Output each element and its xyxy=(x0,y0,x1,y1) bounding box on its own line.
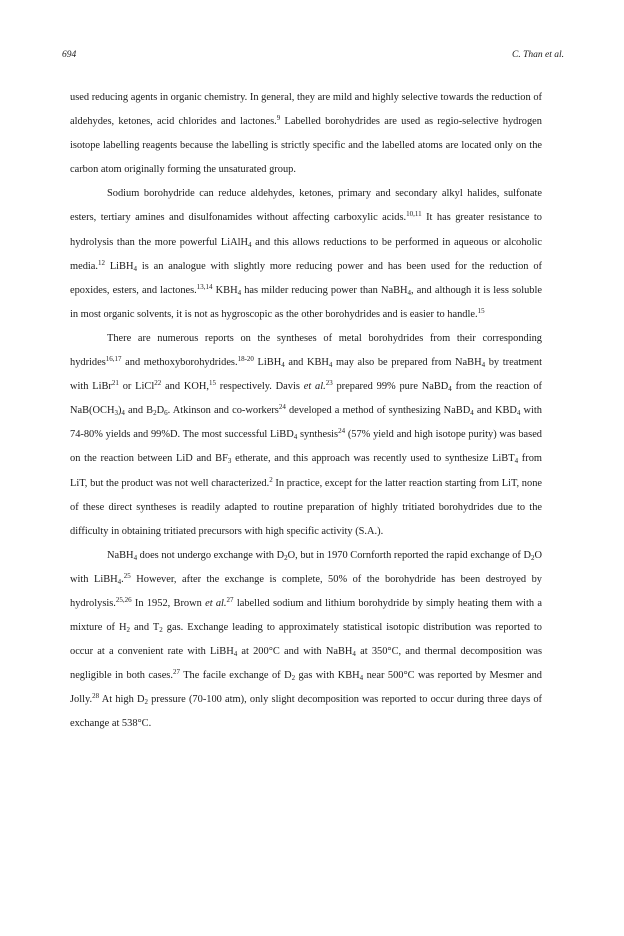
paragraph-3: There are numerous reports on the syntheses of metal borohydrides from their corresponding hydrides$^{16,17}$ and methoxyborohydrides.$^{18-20}$ LiBH$_4$ and $KBH_4$ may also be prepared from NaBH$_4$ by treatment with LiBr$^{21}$ or LiCl$^{22}$ and KOH,$^{15}$ respectively. Davis et al.$^{23}$ prepared 99% pure NaBD$_4$ from the reaction of $NaB(OCH_3)_4$ and $B_2D_6$. Atkinson and co-workers$^{24}$ developed a method of synthesizing NaBD$_4$ and $KBD_4$ with 74-80% yields and 99%D. The most successful LiBD$_4$ synthesis$^{24}$ (57% yield and high isotope purity) was based on the reaction between LiD and $BF_3$ etherate, and this approach was recently used to synthesize LiBT$_4$ from LiT, but the product was not well characterized.$^2$ In practice, except for the latter reaction starting from LiT, none of these direct syntheses is readily adapted to routine preparation of highly tritiated borohydrides due to the difficulty in obtaining tritiated precursors with high specific activity (S.A.). xyxy=(70,332,543,537)
paragraph-2: Sodium borohydride can reduce aldehydes, ketones, primary and secondary alkyl halides, sulfonate esters, tertiary amines and disulfonamides without affecting carboxylic acids.$^{10,11}$ It has greater resistance to hydrolysis than the more powerful LiAlH$_4$ and this allows reductions to be performed in aqueous or alcoholic media.$^{12}$ LiBH$_4$ is an analogue with slightly more reducing power and has been used for the reduction of epoxides, esters, and lactones.$^{13,14}$ $KBH_4$ has milder reducing power than NaBH$_4$, and although it is less soluble in most organic solvents, it is not as hygroscopic as the other borohydrides and is easier to handle.$^{15}$ xyxy=(70,188,542,320)
page-header xyxy=(62,50,564,64)
running-head: C. Than et al. xyxy=(512,50,564,60)
paragraph-1: used reducing agents in organic chemistry. In general, they are mild and highly selective towards the reduction of aldehydes, ketones, acid chlorides and lactones.$^9$ Labelled borohydrides are used as regio-selective hydrogen isotope labelling reagents because the labelling is strictly specific and the labelled atoms are located only on the carbon atom originally forming the unsaturated group. xyxy=(70,92,542,176)
paragraph-4: NaBH$_4$ does not undergo exchange with $D_2O$, but in 1970 Cornforth reported the rapid exchange of $D_2O$ with LiBH$_4$.$^{25}$ However, after the exchange is complete, 50% of the borohydride has been destroyed by hydrolysis.$^{25,26}$ In 1952, Brown et al.$^{27}$ labelled sodium and lithium borohydride by simply heating them with a mixture of $H_2$ and $T_2$ gas. Exchange leading to approximately statistical isotopic distribution was reported to occur at a convenient rate with LiBH$_4$ at 200°C and with NaBH$_4$ at 350°C, and thermal decomposition was negligible in both cases.$^{27}$ The facile exchange of $D_2$ gas with $KBH_4$ near 500°C was reported by Mesmer and Jolly.$^{28}$ At high $D_2$ pressure (70-100 atm), only slight decomposition was reported to occur during three days of exchange at 538°C. xyxy=(70,549,542,730)
page-number: 694 xyxy=(62,50,77,60)
body-text xyxy=(70,86,542,737)
